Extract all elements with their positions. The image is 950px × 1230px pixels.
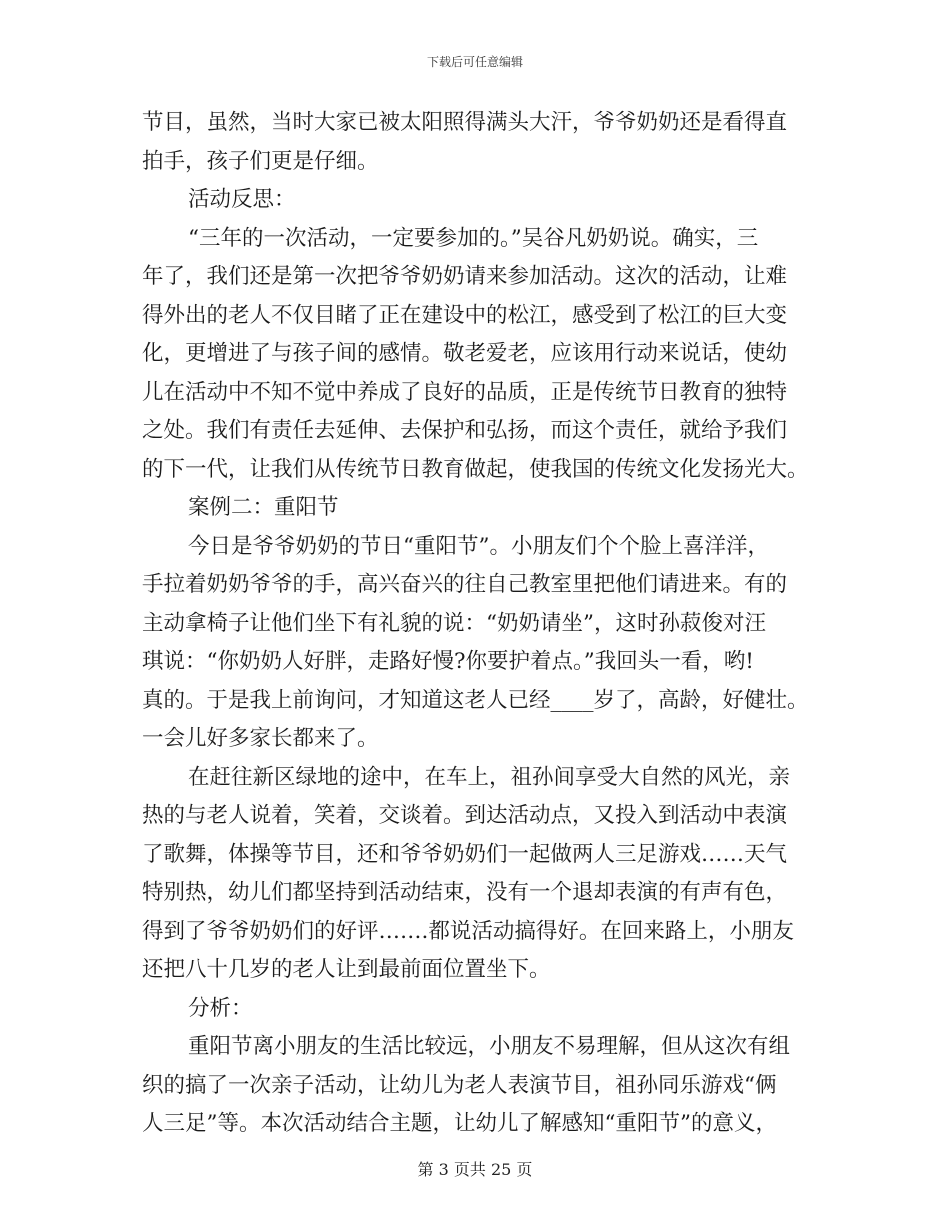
text-line: 热的与老人说着，笑着，交谈着。到达活动点，又投入到活动中表演 [142,803,788,828]
text-line: 人三足”等。本次活动结合主题，让幼儿了解感知“重阳节”的意义， [142,1111,777,1136]
text-line: 了歌舞，体操等节目，还和爷爷奶奶们一起做两人三足游戏……天气 [142,841,788,867]
text-line: 真的。于是我上前询问，才知道这老人已经____岁了，高龄，好健壮。 [142,687,809,713]
text-line: 主动拿椅子让他们坐下有礼貌的说：“奶奶请坐”，这时孙菽俊对汪 [142,610,766,636]
text-line: 化，更增进了与孩子间的感情。敬老爱老，应该用行动来说话，使幼 [142,341,788,366]
text-line: 一会儿好多家长都来了。 [142,726,379,751]
text-line: 还把八十几岁的老人让到最前面位置坐下。 [142,957,551,982]
text-line: 的下一代，让我们从传统节日教育做起，使我国的传统文化发扬光大。 [142,456,809,482]
text-line: 之处。我们有责任去延伸、去保护和弘扬，而这个责任，就给予我们 [142,418,788,443]
text-line: 儿在活动中不知不觉中养成了良好的品质，正是传统节日教育的独特 [142,379,788,405]
text-line: 案例二：重阳节 [188,495,339,520]
page-header: 下载后可任意编辑 [426,55,523,69]
text-line: 得到了爷爷奶奶们的好评…….都说活动搞得好。在回来路上，小朋友 [142,918,794,944]
text-line: 拍手，孩子们更是仔细。 [142,148,379,174]
text-line: “三年的一次活动，一定要参加的。”吴谷凡奶奶说。确实，三 [188,225,759,251]
text-line: 重阳节离小朋友的生活比较远，小朋友不易理解，但从这次有组 [188,1034,791,1059]
text-line: 年了，我们还是第一次把爷爷奶奶请来参加活动。这次的活动，让难 [142,264,788,289]
text-line: 在赶往新区绿地的途中，在车上，祖孙间享受大自然的风光，亲 [188,764,791,790]
text-line: 琪说：“你奶奶人好胖，走路好慢?你要护着点。”我回头一看，哟! [142,649,754,674]
text-line: 节目，虽然，当时大家已被太阳照得满头大汗，爷爷奶奶还是看得直 [142,110,788,135]
page-footer: 第 3 页共 25 页 [417,1160,533,1179]
text-line: 活动反思： [188,187,296,212]
document-body [142,104,810,1144]
text-line: 得外出的老人不仅目睹了正在建设中的松江，感受到了松江的巨大变 [142,302,788,328]
text-line: 织的搞了一次亲子活动，让幼儿为老人表演节目，祖孙同乐游戏“俩 [142,1072,777,1098]
text-line: 特别热，幼儿们都坚持到活动结束，没有一个退却表演的有声有色， [142,880,788,905]
text-line: 今日是爷爷奶奶的节日“重阳节”。小朋友们个个脸上喜洋洋， [188,533,769,559]
text-line: 分析： [188,995,253,1021]
text-line: 手拉着奶奶爷爷的手，高兴奋兴的往自己教室里把他们请进来。有的 [142,572,788,597]
